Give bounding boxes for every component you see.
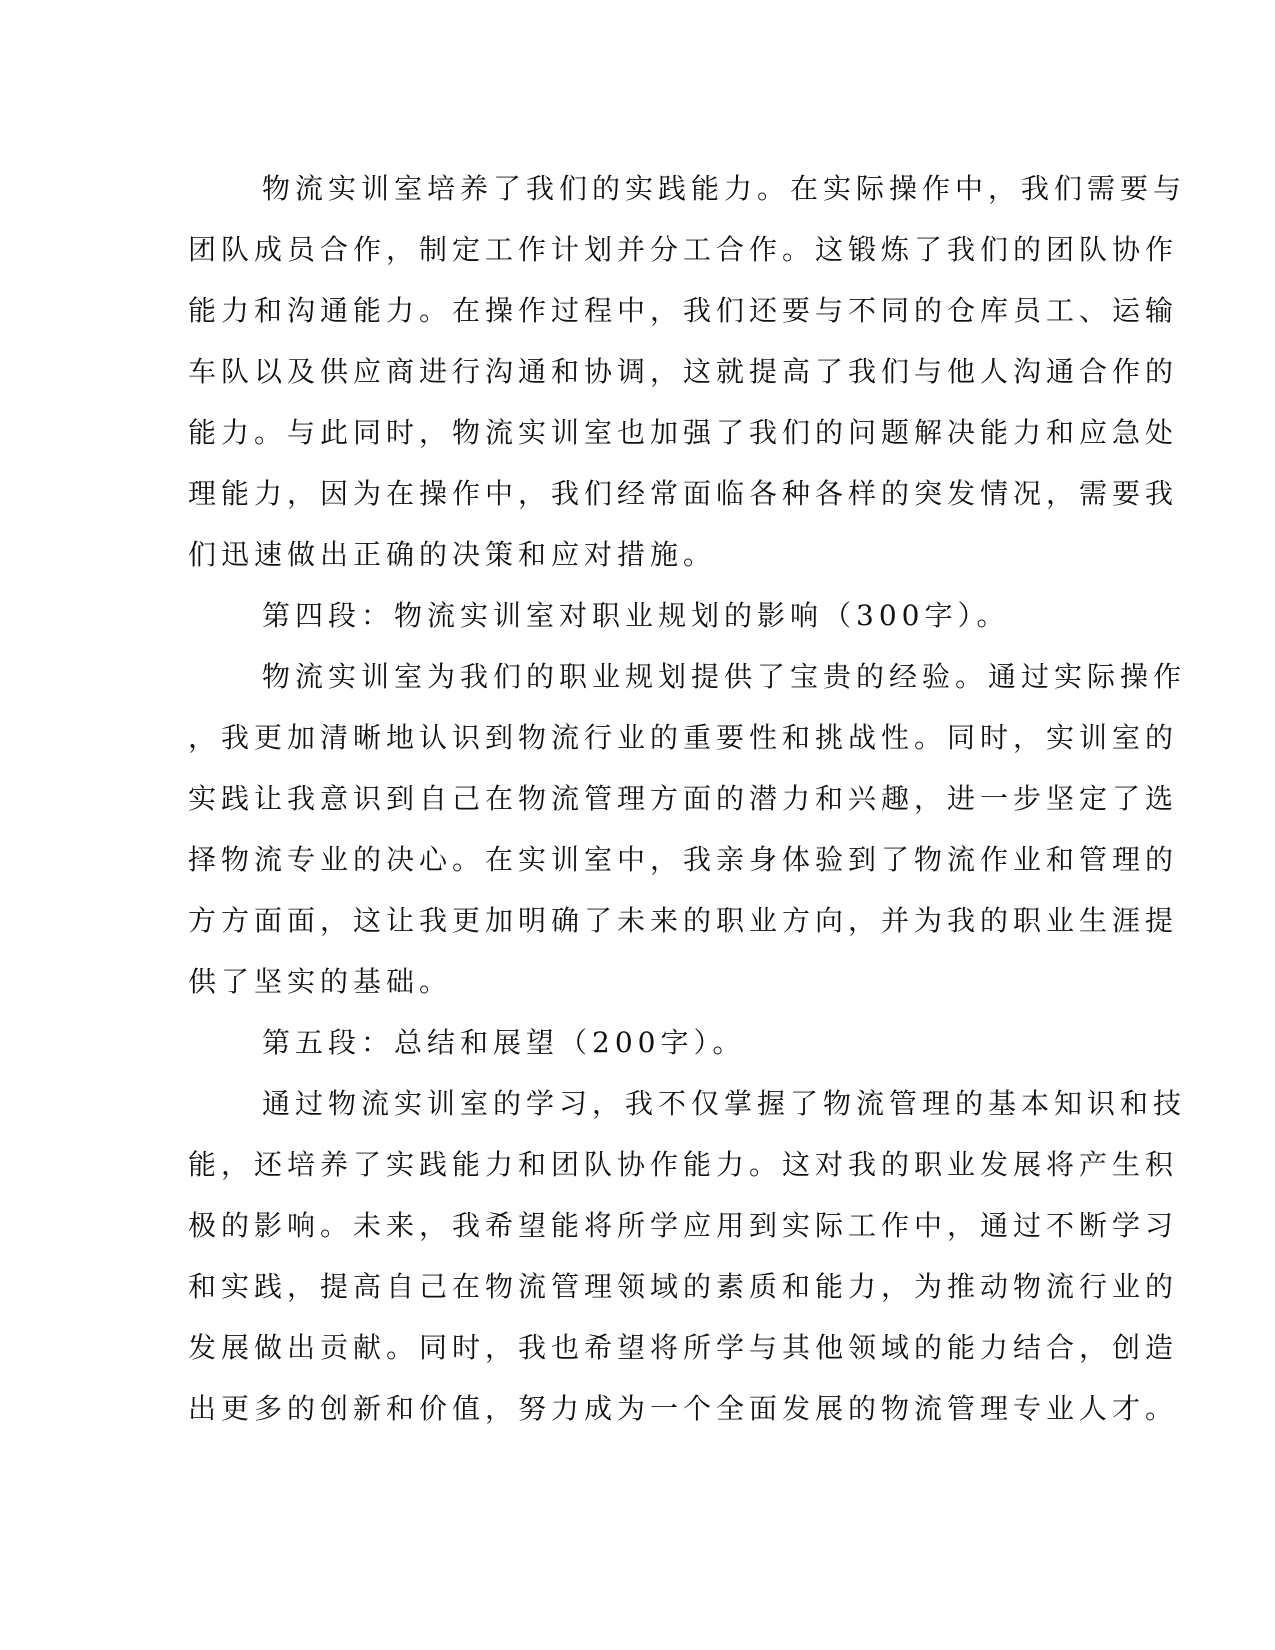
text-line: 理能力，因为在操作中，我们经常面临各种各样的突发情况，需要我: [188, 477, 1179, 510]
text-line: ，我更加清晰地认识到物流行业的重要性和挑战性。同时，实训室的: [188, 721, 1179, 754]
text-line: 发展做出贡献。同时，我也希望将所学与其他领域的能力结合，创造: [188, 1331, 1179, 1364]
text-line: 实践让我意识到自己在物流管理方面的潜力和兴趣，进一步坚定了选: [188, 782, 1179, 815]
text-line: 能力。与此同时，物流实训室也加强了我们的问题解决能力和应急处: [188, 416, 1179, 449]
text-line: 和实践，提高自己在物流管理领域的素质和能力，为推动物流行业的: [188, 1270, 1179, 1303]
text-line: 物流实训室为我们的职业规划提供了宝贵的经验。通过实际操作: [262, 660, 1187, 693]
text-line: 能，还培养了实践能力和团队协作能力。这对我的职业发展将产生积: [188, 1148, 1179, 1181]
paragraph-summary: [188, 1073, 1187, 1439]
heading-line: 第四段：物流实训室对职业规划的影响（300字）。: [262, 599, 1010, 632]
text-line: 能力和沟通能力。在操作过程中，我们还要与不同的仓库员工、运输: [188, 294, 1179, 327]
paragraph-practice-ability: [188, 158, 1187, 585]
paragraph-career-planning: [188, 646, 1187, 1012]
text-line: 择物流专业的决心。在实训室中，我亲身体验到了物流作业和管理的: [188, 843, 1179, 876]
heading-line: 第五段：总结和展望（200字）。: [262, 1026, 746, 1059]
text-line: 团队成员合作，制定工作计划并分工合作。这锻炼了我们的团队协作: [188, 233, 1179, 266]
text-line: 们迅速做出正确的决策和应对措施。: [188, 538, 717, 571]
text-line: 方方面面，这让我更加明确了未来的职业方向，并为我的职业生涯提: [188, 904, 1179, 937]
text-line: 供了坚实的基础。: [188, 965, 453, 998]
section-heading-4: [188, 585, 1088, 646]
section-heading-5: [188, 1012, 1088, 1073]
document-body: [188, 158, 1187, 1439]
text-line: 车队以及供应商进行沟通和协调，这就提高了我们与他人沟通合作的: [188, 355, 1179, 388]
text-line: 极的影响。未来，我希望能将所学应用到实际工作中，通过不断学习: [188, 1209, 1179, 1242]
text-line: 物流实训室培养了我们的实践能力。在实际操作中，我们需要与: [262, 172, 1187, 205]
text-line: 通过物流实训室的学习，我不仅掌握了物流管理的基本知识和技: [262, 1087, 1187, 1120]
text-line: 出更多的创新和价值，努力成为一个全面发展的物流管理专业人才。: [188, 1392, 1179, 1425]
